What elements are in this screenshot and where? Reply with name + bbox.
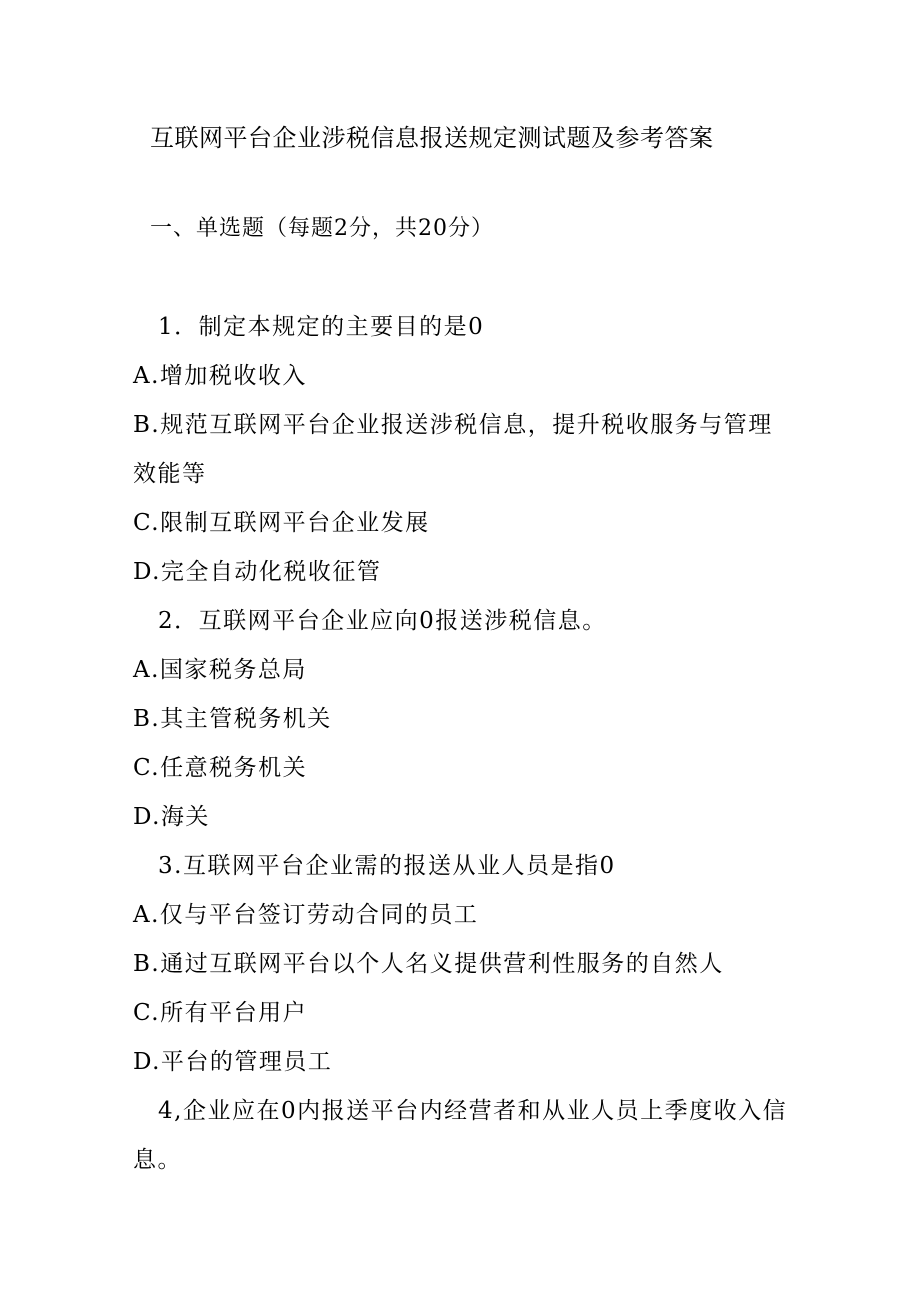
- question-3-option-a: A.仅与平台签订劳动合同的员工: [133, 902, 479, 928]
- document-title: 互联网平台企业涉税信息报送规定测试题及参考答案: [150, 124, 714, 152]
- question-1-option-c: C.限制互联网平台企业发展: [133, 510, 430, 536]
- question-2-stem: 2．互联网平台企业应向0报送涉税信息。: [158, 608, 607, 634]
- question-2-option-c: C.任意税务机关: [133, 755, 308, 781]
- question-1-option-b-continued: 效能等: [133, 461, 207, 487]
- question-1-option-b: B.规范互联网平台企业报送涉税信息，提升税收服务与管理: [133, 412, 773, 438]
- question-2-option-d: D.海关: [133, 804, 210, 830]
- question-4-stem: 4,企业应在0内报送平台内经营者和从业人员上季度收入信: [158, 1098, 788, 1124]
- question-1-option-d: D.完全自动化税收征管: [133, 559, 382, 585]
- question-3-option-c: C.所有平台用户: [133, 1000, 308, 1026]
- question-3-stem: 3.互联网平台企业需的报送从业人员是指0: [158, 853, 616, 879]
- question-4-stem-continued: 息。: [133, 1147, 182, 1173]
- question-2-option-a: A.国家税务总局: [133, 657, 307, 683]
- question-1-stem: 1．制定本规定的主要目的是0: [158, 314, 485, 340]
- question-2-option-b: B.其主管税务机关: [133, 706, 332, 732]
- question-3-option-d: D.平台的管理员工: [133, 1049, 333, 1075]
- section-heading: 一、单选题（每题2分，共20分）: [150, 216, 494, 241]
- question-1-option-a: A.增加税收收入: [133, 363, 307, 389]
- question-3-option-b: B.通过互联网平台以个人名义提供营利性服务的自然人: [133, 951, 724, 977]
